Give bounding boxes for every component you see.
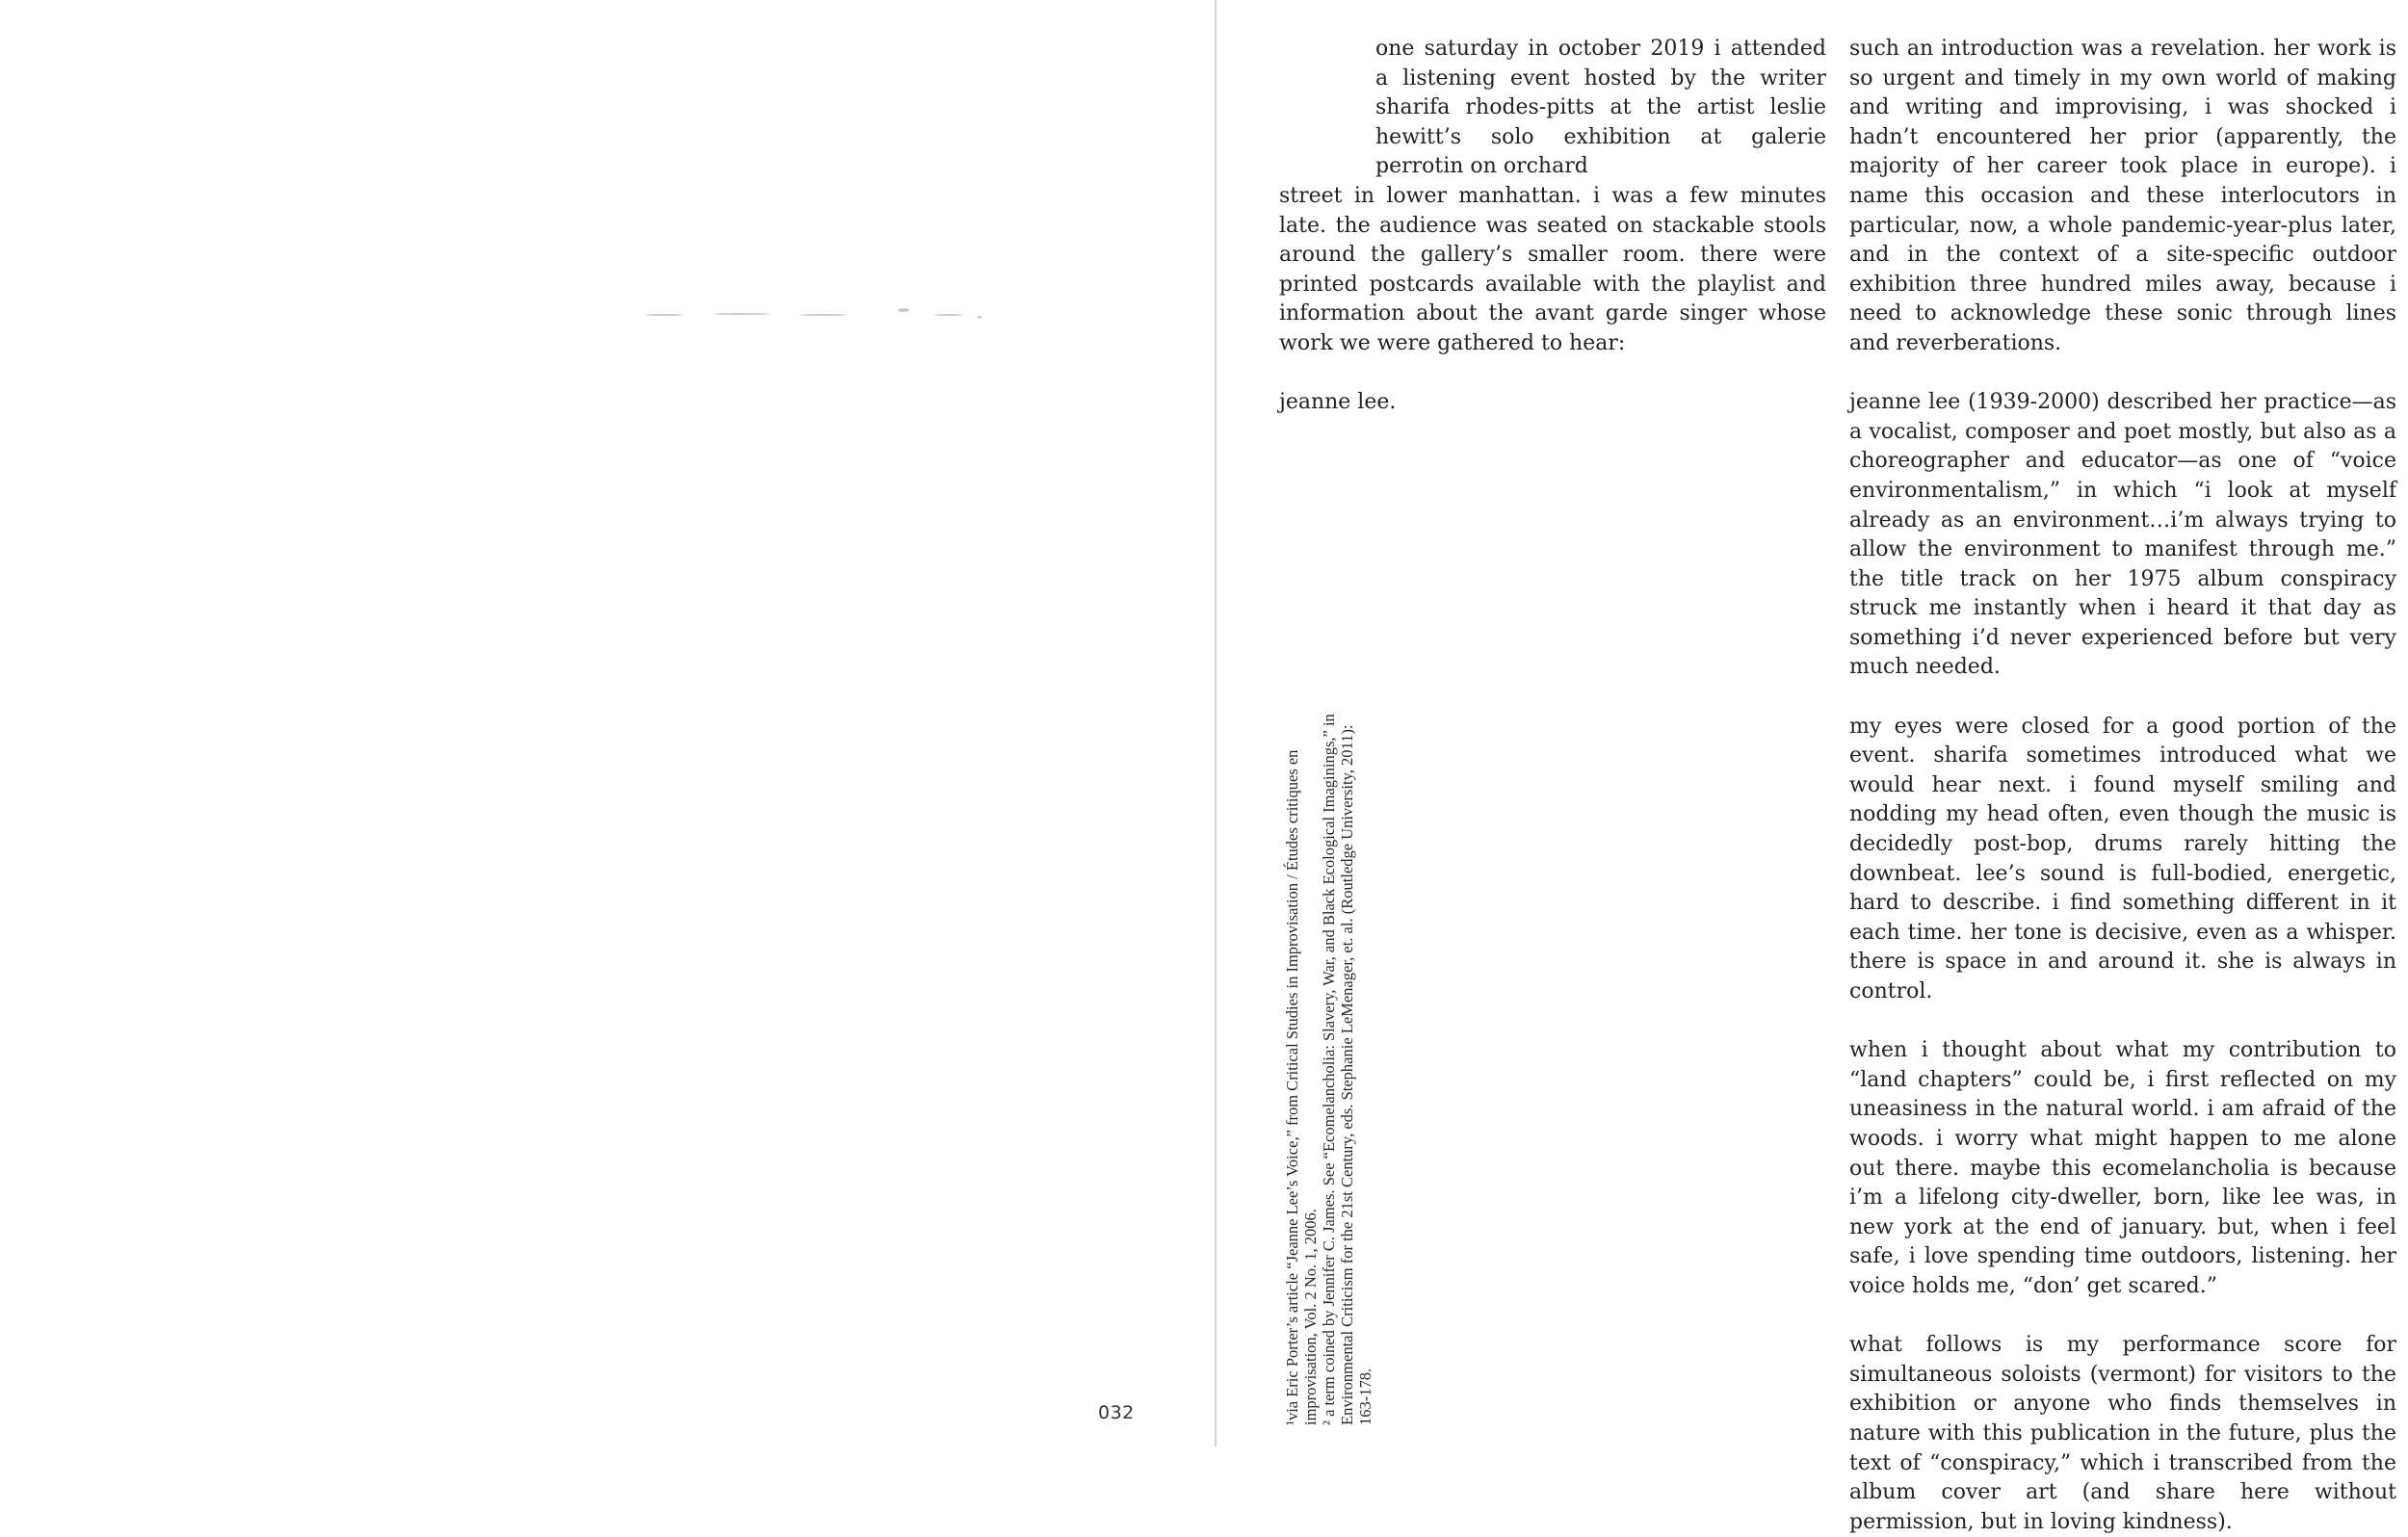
- paragraph-revelation: such an introduction was a revelation. her work is so urgent and timely in my own world of making and writing and improvising, i was shocked i hadn’t encountered her prior (apparently, the majority of her career took place in europe). i name this occasion and these interlocutors in particular, now, a whole pandemic-year-plus later, and in the context of a site-specific outdoor exhibition three hundred miles away, because i need to acknowledge these sonic through lines and reverberations.: [1849, 37, 2396, 355]
- right-text-column: [1849, 35, 2396, 1537]
- artist-name-line: jeanne lee.: [1279, 390, 1397, 415]
- paragraph-listening-event: my eyes were closed for a good portion of the event. sharifa sometimes introduced what we would hear next. i found myself smiling and nodding my head often, even though the music is decidedly post-bop, drums rarely hitting the downbeat. lee’s sound is full-bodied, energetic, hard to describe. i find something different in it each time. her tone is decisive, even as a whisper. there is space in and around it. she is always in control.: [1849, 714, 2396, 1003]
- paragraph-land-chapters: when i thought about what my contribution to “land chapters” could be, i first reflected on my uneasiness in the natural world. i am afraid of the woods. i worry what might happen to me alone out there. maybe this ecomelancholia is because i’m a lifelong city-dweller, born, like lee was, in new york at the end of january. but, when i feel safe, i love spending time outdoors, listening. her voice holds me, “don’ get scared.”: [1849, 1038, 2396, 1298]
- footnote-1: ¹via Eric Porter’s article “Jeanne Lee’s Voice,” from Critical Studies in Improvisation / Études critiques en improvisation, Vol. 2 No. 1, 2006.: [1283, 749, 1320, 1425]
- page-number: 032: [1098, 1402, 1135, 1423]
- intro-indented-lines: one saturday in october 2019 i attended a listening event hosted by the writer sharifa rhodes-pitts at the artist leslie hewitt’s solo exhibition at galerie perrotin on orchard: [1375, 37, 1826, 179]
- scan-specks: [645, 306, 992, 320]
- main-text-column: [1279, 35, 1826, 418]
- rotated-footnotes: [1283, 713, 1374, 1425]
- paragraph-voice-environmentalism: jeanne lee (1939-2000) described her practice—as a vocalist, composer and poet mostly, but also as a choreographer and educator—as one of “voice environmentalism,” in which “i look at myself already as an environment…i’m always trying to allow the environment to manifest through me.” the title track on her 1975 album conspiracy struck me instantly when i heard it that day as something i’d never experienced before but very much needed.: [1849, 390, 2396, 680]
- intro-paragraph: [1279, 35, 1826, 359]
- footnote-2: ² a term coined by Jennifer C. James. See “Ecomelancholia: Slavery, War, and Black Ecological Imaginings,” in Environmental Criticism for the 21st Century, eds. Stephanie LeMenager, et. al. (Routledge University, 2011): 163-178.: [1320, 714, 1374, 1425]
- paragraph-performance-score: what follows is my performance score for simultaneous soloists (vermont) for visitors to the exhibition or anyone who finds themselves in nature with this publication in the future, plus the text of “conspiracy,” which i transcribed from the album cover art (and share here without permission, but in loving kindness).: [1849, 1333, 2396, 1534]
- intro-full-lines: street in lower manhattan. i was a few minutes late. the audience was seated on stackable stools around the gallery’s smaller room. there were printed postcards available with the playlist and information about the avant garde singer whose work we were gathered to hear:: [1279, 183, 1826, 355]
- left-page: [0, 0, 1216, 1446]
